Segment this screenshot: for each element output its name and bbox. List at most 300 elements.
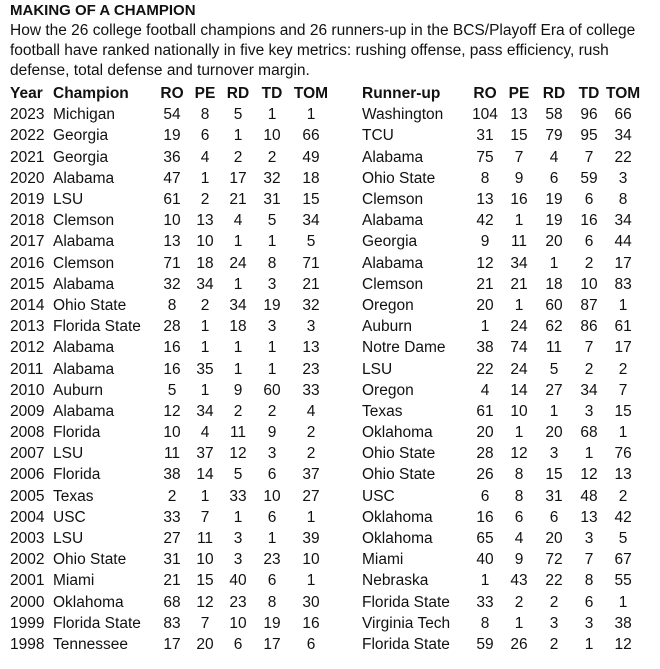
cell-champion-tom: 13 [302, 339, 320, 357]
table-row [10, 486, 640, 507]
cell-runnerup-pe: 26 [510, 635, 528, 653]
cell-runnerup-ro: 22 [476, 360, 494, 378]
cell-champion-tom: 10 [302, 551, 320, 569]
cell-champion-pe: 6 [200, 127, 210, 145]
cell-runnerup-pe: 1 [514, 614, 524, 632]
cell-runnerup-rd: 62 [545, 318, 563, 336]
cell-runnerup-ro: 1 [480, 572, 490, 590]
cell-runnerup-td: 13 [580, 508, 598, 526]
cell-champion: Auburn [53, 381, 103, 399]
cell-runnerup-ro: 9 [480, 233, 490, 251]
cell-champion-tom: 21 [302, 275, 320, 293]
column-gap [332, 125, 362, 146]
cell-champion-pe: 35 [196, 360, 214, 378]
cell-champion: Ohio State [53, 296, 127, 314]
cell-champion: Georgia [53, 148, 109, 166]
cell-runnerup-pe: 6 [514, 508, 524, 526]
cell-champion-td: 1 [267, 339, 277, 357]
table-row [10, 507, 640, 528]
cell-champion-pe: 12 [196, 593, 214, 611]
cell-champion-ro: 10 [163, 424, 181, 442]
cell-champion-td: 1 [267, 530, 277, 548]
cell-champion-ro: 27 [163, 530, 181, 548]
cell-runnerup-tom: 2 [618, 487, 628, 505]
cell-year: 2008 [10, 424, 45, 442]
cell-runnerup-td: 34 [580, 381, 598, 399]
table-row [10, 316, 640, 337]
page-title: MAKING OF A CHAMPION [10, 2, 196, 19]
cell-champion-tom: 1 [306, 508, 316, 526]
cell-runnerup-td: 59 [580, 169, 598, 187]
cell-runnerup-rd: 19 [545, 212, 563, 230]
cell-runnerup-tom: 17 [614, 339, 632, 357]
cell-runnerup-pe: 8 [514, 466, 524, 484]
cell-runner-up: Clemson [362, 191, 424, 209]
cell-year: 2022 [10, 127, 45, 145]
column-gap [332, 295, 362, 316]
cell-champion-rd: 5 [233, 106, 243, 124]
cell-runnerup-rd: 58 [545, 106, 563, 124]
table-row [10, 147, 640, 168]
col-champion: Champion [53, 85, 129, 103]
cell-champion-td: 3 [267, 275, 277, 293]
cell-runner-up: Virginia Tech [362, 614, 451, 632]
cell-runnerup-tom: 7 [618, 381, 628, 399]
cell-runner-up: Alabama [362, 254, 424, 272]
cell-runnerup-td: 87 [580, 296, 598, 314]
cell-runnerup-td: 86 [580, 318, 598, 336]
cell-champion-tom: 2 [306, 424, 316, 442]
cell-champion-rd: 24 [229, 254, 247, 272]
cell-runnerup-rd: 22 [545, 572, 563, 590]
cell-champion-rd: 17 [229, 169, 247, 187]
cell-champion-rd: 1 [233, 360, 243, 378]
cell-champion-rd: 2 [233, 148, 243, 166]
table-row [10, 210, 640, 231]
cell-runnerup-pe: 9 [514, 551, 524, 569]
column-gap [332, 401, 362, 422]
cell-runner-up: Washington [362, 106, 444, 124]
cell-runnerup-pe: 43 [510, 572, 528, 590]
cell-runner-up: Oklahoma [362, 508, 433, 526]
cell-champion: Florida [53, 424, 101, 442]
table-row [10, 189, 640, 210]
table-row [10, 592, 640, 613]
column-gap [332, 592, 362, 613]
cell-champion-td: 32 [263, 169, 281, 187]
cell-runner-up: Clemson [362, 275, 424, 293]
table-row [10, 231, 640, 252]
cell-runnerup-rd: 2 [549, 593, 559, 611]
col-runnerup-tom: TOM [606, 85, 641, 103]
cell-champion: Florida [53, 466, 101, 484]
cell-champion-rd: 12 [229, 445, 247, 463]
cell-champion-tom: 1 [306, 106, 316, 124]
cell-runnerup-rd: 4 [549, 148, 559, 166]
cell-runnerup-rd: 2 [549, 635, 559, 653]
cell-champion-rd: 10 [229, 614, 247, 632]
cell-runnerup-tom: 5 [618, 530, 628, 548]
cell-runnerup-td: 8 [584, 572, 594, 590]
cell-champion-pe: 10 [196, 551, 214, 569]
cell-runnerup-ro: 104 [472, 106, 498, 124]
cell-runnerup-tom: 67 [614, 551, 632, 569]
cell-runnerup-pe: 8 [514, 487, 524, 505]
cell-runnerup-td: 7 [584, 551, 594, 569]
header-row [10, 83, 640, 104]
cell-champion: Alabama [53, 360, 115, 378]
cell-runnerup-tom: 42 [614, 508, 632, 526]
column-gap [332, 253, 362, 274]
cell-runnerup-td: 12 [580, 466, 598, 484]
cell-champion-pe: 13 [196, 212, 214, 230]
cell-champion-pe: 11 [196, 530, 214, 548]
cell-champion-ro: 68 [163, 593, 181, 611]
cell-champion: Florida State [53, 614, 141, 632]
cell-year: 2009 [10, 402, 45, 420]
cell-runnerup-ro: 16 [476, 508, 494, 526]
cell-runner-up: Oklahoma [362, 530, 433, 548]
cell-runnerup-rd: 3 [549, 614, 559, 632]
cell-runnerup-rd: 60 [545, 296, 563, 314]
cell-champion-tom: 18 [302, 169, 320, 187]
cell-runner-up: Alabama [362, 148, 424, 166]
col-runnerup-pe: PE [508, 85, 530, 103]
cell-champion-tom: 37 [302, 466, 320, 484]
cell-champion-tom: 66 [302, 127, 320, 145]
cell-runnerup-tom: 61 [614, 318, 632, 336]
cell-champion-ro: 2 [167, 487, 177, 505]
cell-runnerup-pe: 21 [510, 275, 528, 293]
cell-champion: Oklahoma [53, 593, 124, 611]
cell-champion-td: 6 [267, 508, 277, 526]
cell-runner-up: Florida State [362, 593, 450, 611]
cell-champion-pe: 18 [196, 254, 214, 272]
cell-year: 2018 [10, 212, 45, 230]
cell-runnerup-pe: 24 [510, 360, 528, 378]
cell-runnerup-rd: 6 [549, 169, 559, 187]
cell-runner-up: Oregon [362, 381, 414, 399]
cell-champion-tom: 5 [306, 233, 316, 251]
cell-runnerup-rd: 3 [549, 445, 559, 463]
cell-runnerup-ro: 6 [480, 487, 490, 505]
cell-runnerup-pe: 14 [510, 381, 528, 399]
cell-champion-rd: 3 [233, 530, 243, 548]
cell-runner-up: Oregon [362, 296, 414, 314]
column-gap [332, 443, 362, 464]
cell-champion-td: 10 [263, 487, 281, 505]
col-champion-tom: TOM [293, 85, 329, 103]
cell-champion-ro: 38 [163, 466, 181, 484]
cell-champion: Alabama [53, 339, 115, 357]
cell-champion-td: 9 [267, 424, 277, 442]
cell-year: 1998 [10, 635, 45, 653]
cell-champion-pe: 34 [196, 402, 214, 420]
column-gap [332, 486, 362, 507]
cell-runner-up: Ohio State [362, 169, 436, 187]
table-row [10, 104, 640, 125]
table-row [10, 253, 640, 274]
cell-runnerup-ro: 1 [480, 318, 490, 336]
cell-runnerup-ro: 4 [480, 381, 490, 399]
table-row [10, 274, 640, 295]
cell-champion-ro: 71 [163, 254, 181, 272]
column-gap [332, 210, 362, 231]
column-gap [332, 147, 362, 168]
cell-runnerup-tom: 1 [618, 424, 628, 442]
cell-runnerup-tom: 34 [614, 212, 632, 230]
cell-runner-up: Georgia [362, 233, 418, 251]
table-row [10, 295, 640, 316]
cell-champion-td: 23 [263, 551, 281, 569]
col-year: Year [10, 85, 43, 103]
cell-champion-td: 19 [263, 296, 281, 314]
cell-champion-tom: 34 [302, 212, 320, 230]
cell-champion-pe: 1 [200, 381, 210, 399]
cell-champion-ro: 10 [163, 212, 181, 230]
column-gap [332, 168, 362, 189]
cell-runnerup-rd: 11 [545, 339, 563, 357]
column-gap [332, 380, 362, 401]
cell-champion-tom: 32 [302, 296, 320, 314]
cell-champion-tom: 27 [302, 487, 320, 505]
cell-champion-pe: 1 [200, 487, 210, 505]
cell-champion: LSU [53, 191, 84, 209]
cell-champion-tom: 6 [306, 635, 316, 653]
cell-runnerup-td: 3 [584, 614, 594, 632]
cell-runnerup-pe: 9 [514, 169, 524, 187]
cell-champion: Texas [53, 487, 94, 505]
col-runnerup-ro: RO [473, 85, 497, 103]
cell-runnerup-rd: 1 [549, 254, 559, 272]
column-gap [332, 358, 362, 379]
cell-runnerup-ro: 38 [476, 339, 494, 357]
cell-champion-td: 1 [267, 360, 277, 378]
cell-runnerup-td: 16 [580, 212, 598, 230]
cell-champion-rd: 11 [229, 424, 247, 442]
cell-champion: Michigan [53, 106, 116, 124]
cell-champion-rd: 2 [233, 402, 243, 420]
table-row [10, 613, 640, 634]
cell-champion: Ohio State [53, 551, 127, 569]
cell-champion: Alabama [53, 402, 115, 420]
cell-champion-td: 8 [267, 593, 277, 611]
cell-runnerup-td: 6 [584, 191, 594, 209]
cell-year: 2010 [10, 381, 45, 399]
cell-champion-ro: 5 [167, 381, 177, 399]
cell-runnerup-tom: 76 [614, 445, 632, 463]
table-row [10, 168, 640, 189]
cell-champion-pe: 4 [200, 148, 210, 166]
table-row [10, 337, 640, 358]
cell-runnerup-tom: 3 [618, 169, 628, 187]
cell-champion-ro: 17 [163, 635, 181, 653]
cell-year: 2023 [10, 106, 45, 124]
table-row [10, 125, 640, 146]
cell-champion-tom: 33 [302, 381, 320, 399]
cell-runnerup-tom: 8 [618, 191, 628, 209]
cell-year: 2004 [10, 508, 45, 526]
column-gap [332, 104, 362, 125]
cell-runnerup-td: 6 [584, 233, 594, 251]
cell-champion-pe: 10 [196, 233, 214, 251]
cell-champion-td: 2 [267, 148, 277, 166]
cell-champion-rd: 3 [233, 551, 243, 569]
table-row [10, 358, 640, 379]
cell-champion-ro: 13 [163, 233, 181, 251]
col-runnerup-td: TD [578, 85, 600, 103]
cell-runnerup-td: 48 [580, 487, 598, 505]
cell-champion-rd: 1 [233, 339, 243, 357]
cell-year: 1999 [10, 614, 45, 632]
cell-runner-up: TCU [362, 127, 394, 145]
cell-champion-tom: 3 [306, 318, 316, 336]
cell-runnerup-ro: 31 [476, 127, 494, 145]
cell-champion-ro: 16 [163, 360, 181, 378]
cell-runnerup-rd: 20 [545, 530, 563, 548]
cell-runnerup-tom: 13 [614, 466, 632, 484]
cell-runnerup-rd: 72 [545, 551, 563, 569]
cell-champion-pe: 1 [200, 318, 210, 336]
stats-table [10, 83, 640, 655]
cell-runnerup-td: 3 [584, 530, 594, 548]
cell-year: 2002 [10, 551, 45, 569]
column-gap [332, 83, 362, 104]
cell-runnerup-tom: 55 [614, 572, 632, 590]
cell-runnerup-rd: 27 [545, 381, 563, 399]
cell-runner-up: Oklahoma [362, 424, 433, 442]
cell-runnerup-td: 6 [584, 593, 594, 611]
cell-runnerup-ro: 33 [476, 593, 494, 611]
cell-champion-rd: 1 [233, 233, 243, 251]
cell-runnerup-ro: 8 [480, 614, 490, 632]
cell-champion: Alabama [53, 233, 115, 251]
cell-runnerup-td: 3 [584, 402, 594, 420]
cell-champion-td: 2 [267, 402, 277, 420]
table-body [10, 104, 640, 655]
cell-champion-rd: 4 [233, 212, 243, 230]
column-gap [332, 189, 362, 210]
cell-runnerup-pe: 15 [510, 127, 528, 145]
cell-runnerup-pe: 2 [514, 593, 524, 611]
table-row [10, 549, 640, 570]
table-row [10, 570, 640, 591]
table-row [10, 380, 640, 401]
cell-runnerup-rd: 20 [545, 233, 563, 251]
cell-runnerup-pe: 74 [510, 339, 528, 357]
cell-runnerup-tom: 66 [614, 106, 632, 124]
cell-champion-td: 8 [267, 254, 277, 272]
cell-runnerup-tom: 22 [614, 148, 632, 166]
cell-runnerup-tom: 38 [614, 614, 632, 632]
cell-champion-tom: 16 [302, 614, 320, 632]
cell-runnerup-td: 68 [580, 424, 598, 442]
cell-runnerup-tom: 1 [618, 593, 628, 611]
cell-champion-td: 3 [267, 318, 277, 336]
cell-champion-pe: 2 [200, 296, 210, 314]
table-row [10, 443, 640, 464]
cell-champion-rd: 23 [229, 593, 247, 611]
cell-champion-ro: 16 [163, 339, 181, 357]
cell-runnerup-ro: 12 [476, 254, 494, 272]
cell-runnerup-ro: 59 [476, 635, 494, 653]
column-gap [332, 464, 362, 485]
cell-runnerup-pe: 7 [514, 148, 524, 166]
cell-champion-rd: 40 [229, 572, 247, 590]
cell-runner-up: Notre Dame [362, 339, 446, 357]
cell-runnerup-td: 1 [584, 445, 594, 463]
cell-runnerup-pe: 34 [510, 254, 528, 272]
cell-runnerup-tom: 15 [614, 402, 632, 420]
cell-champion-td: 5 [267, 212, 277, 230]
cell-champion-tom: 39 [302, 530, 320, 548]
cell-champion-rd: 1 [233, 127, 243, 145]
cell-year: 2013 [10, 318, 45, 336]
cell-runnerup-ro: 42 [476, 212, 494, 230]
cell-year: 2015 [10, 275, 45, 293]
cell-champion-ro: 32 [163, 275, 181, 293]
cell-champion-tom: 1 [306, 572, 316, 590]
cell-runnerup-rd: 79 [545, 127, 563, 145]
table-row [10, 422, 640, 443]
cell-year: 2003 [10, 530, 45, 548]
table-row [10, 401, 640, 422]
table-row [10, 528, 640, 549]
cell-champion-tom: 30 [302, 593, 320, 611]
cell-champion: Alabama [53, 275, 115, 293]
cell-runnerup-tom: 1 [618, 296, 628, 314]
cell-champion-rd: 34 [229, 296, 247, 314]
cell-champion-ro: 36 [163, 148, 181, 166]
cell-champion-pe: 4 [200, 424, 210, 442]
cell-runnerup-td: 96 [580, 106, 598, 124]
cell-champion-tom: 4 [306, 402, 316, 420]
col-champion-td: TD [261, 85, 283, 103]
cell-champion-td: 6 [267, 572, 277, 590]
cell-champion-td: 6 [267, 466, 277, 484]
cell-champion-tom: 2 [306, 445, 316, 463]
cell-champion-rd: 1 [233, 508, 243, 526]
cell-runnerup-pe: 1 [514, 212, 524, 230]
cell-year: 2016 [10, 254, 45, 272]
cell-champion-rd: 9 [233, 381, 243, 399]
column-gap [332, 634, 362, 655]
cell-champion-ro: 47 [163, 169, 181, 187]
cell-runner-up: Alabama [362, 212, 424, 230]
cell-year: 2011 [10, 360, 44, 378]
cell-runnerup-td: 7 [584, 339, 594, 357]
cell-year: 2001 [10, 572, 45, 590]
cell-runnerup-td: 10 [580, 275, 598, 293]
cell-runnerup-pe: 13 [510, 106, 528, 124]
cell-runner-up: Ohio State [362, 466, 436, 484]
column-gap [332, 274, 362, 295]
cell-runnerup-ro: 20 [476, 424, 494, 442]
cell-champion-ro: 28 [163, 318, 181, 336]
cell-runnerup-rd: 6 [549, 508, 559, 526]
cell-runnerup-pe: 16 [510, 191, 528, 209]
cell-champion-tom: 15 [302, 191, 320, 209]
cell-champion-td: 3 [267, 445, 277, 463]
column-gap [332, 422, 362, 443]
cell-champion-td: 1 [267, 233, 277, 251]
column-gap [332, 231, 362, 252]
cell-champion-rd: 6 [233, 635, 243, 653]
cell-champion: LSU [53, 530, 84, 548]
cell-year: 2000 [10, 593, 45, 611]
cell-year: 2017 [10, 233, 45, 251]
cell-runnerup-pe: 12 [510, 445, 528, 463]
